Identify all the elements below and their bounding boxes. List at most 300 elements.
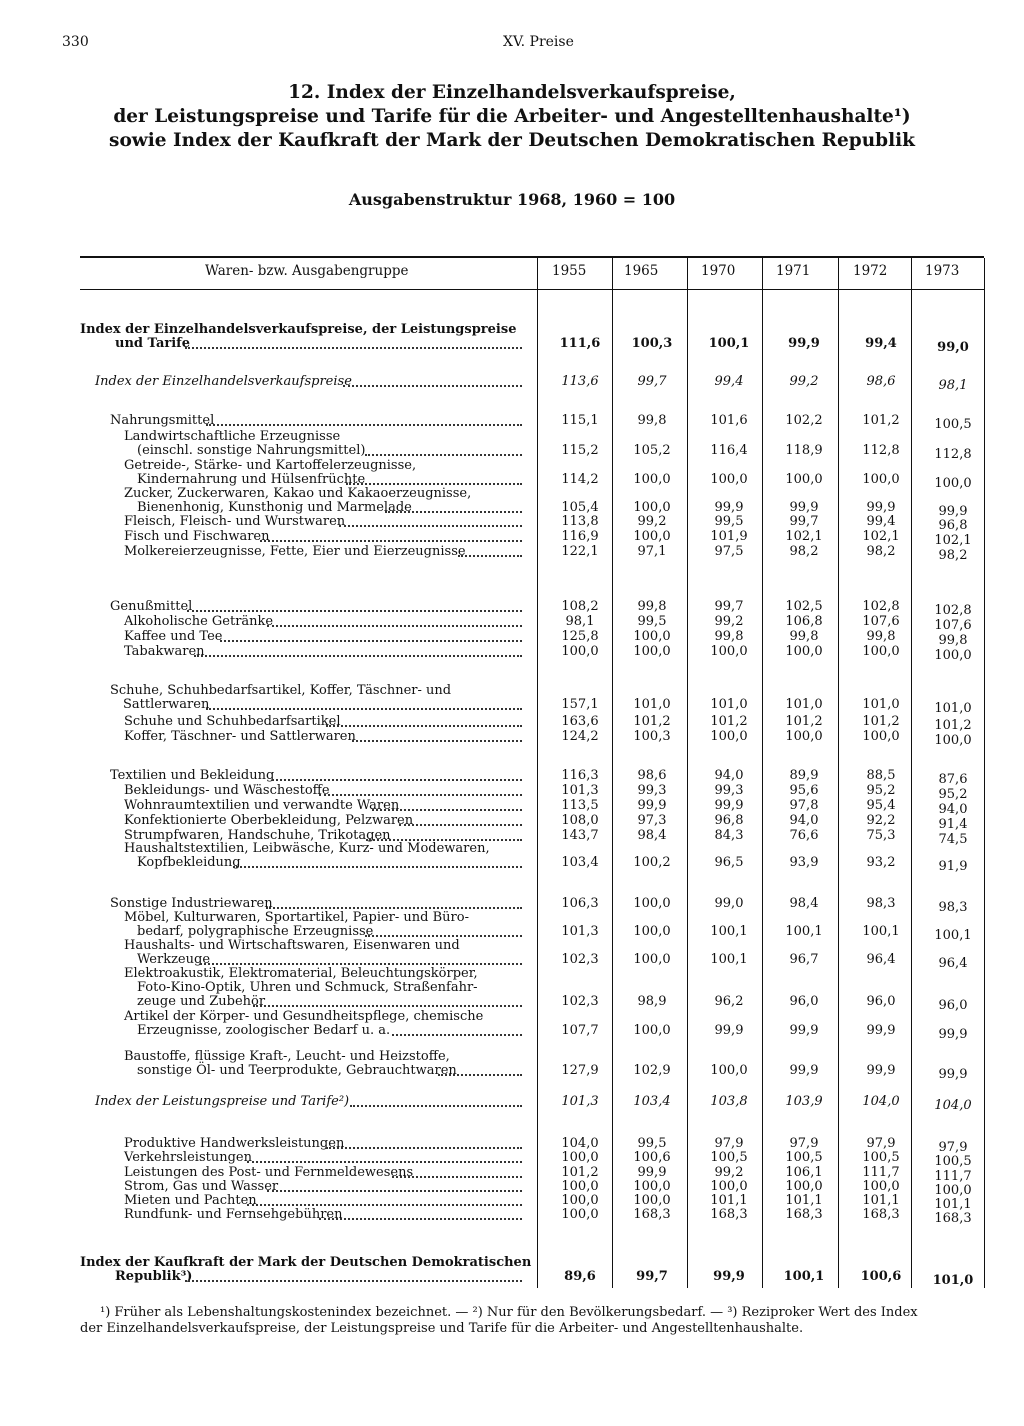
table-cell: 99,4 — [714, 374, 744, 389]
row-label: Index der Kaufkraft der Mark der Deutschen Demokratischen — [80, 1255, 532, 1270]
table-cell: 99,3 — [637, 783, 667, 798]
table-cell: 100,6 — [860, 1269, 902, 1284]
table-cell: 163,6 — [561, 714, 599, 729]
dot-leader — [194, 655, 522, 657]
table-cell: 98,6 — [866, 374, 896, 389]
table-cell: 100,0 — [561, 1207, 599, 1222]
table-cell: 100,0 — [633, 644, 671, 659]
row-label: Werkzeuge — [137, 952, 211, 967]
table-cell: 101,1 — [710, 1193, 748, 1208]
row-label: Nahrungsmittel — [110, 413, 215, 428]
table-cell: 100,0 — [633, 924, 671, 939]
table-cell: 99,5 — [714, 514, 744, 529]
table-cell: 97,5 — [714, 544, 744, 559]
row-label: und Tarife — [115, 336, 191, 351]
table-cell: 100,0 — [862, 729, 900, 744]
table-cell: 124,2 — [561, 729, 599, 744]
dot-leader — [185, 347, 522, 349]
table-cell: 99,4 — [865, 336, 897, 351]
table-cell: 103,8 — [710, 1094, 748, 1109]
table-cell: 100,0 — [633, 472, 671, 487]
table-cell: 115,1 — [561, 413, 599, 428]
table-cell: 97,9 — [714, 1136, 744, 1151]
row-label: Kindernahrung und Hülsenfrüchte — [137, 472, 366, 487]
table-cell: 96,4 — [938, 956, 968, 971]
table-cell: 97,1 — [637, 544, 667, 559]
table-cell: 102,1 — [934, 533, 972, 548]
table-cell: 100,0 — [710, 1179, 748, 1194]
table-cell: 100,2 — [633, 855, 671, 870]
table-cell: 113,6 — [561, 374, 599, 389]
table-cell: 99,9 — [938, 1027, 968, 1042]
column-header-year: 1973 — [925, 263, 960, 279]
table-cell: 92,2 — [866, 813, 896, 828]
row-label: Sonstige Industriewaren — [110, 896, 273, 911]
row-label: Foto-Kino-Optik, Uhren und Schmuck, Straßenfahr- — [137, 980, 478, 995]
table-title-line-3: sowie Index der Kaufkraft der Mark der Deutschen Demokratischen Republik — [109, 130, 915, 151]
table-cell: 104,0 — [561, 1136, 599, 1151]
table-cell: 98,4 — [789, 896, 819, 911]
column-header-group: Waren- bzw. Ausgabengruppe — [205, 263, 409, 279]
dot-leader — [350, 1105, 522, 1107]
table-cell: 114,2 — [561, 472, 599, 487]
table-cell: 100,0 — [633, 500, 671, 515]
dot-leader — [438, 1074, 522, 1076]
row-label: Mieten und Pachten — [124, 1193, 257, 1208]
dot-leader — [319, 794, 522, 796]
table-cell: 87,6 — [938, 772, 968, 787]
row-label: Republik³) — [115, 1269, 193, 1284]
row-label: Textilien und Bekleidung — [110, 768, 275, 783]
column-header-year: 1965 — [624, 263, 659, 279]
row-label: Leistungen des Post- und Fernmeldewesens — [124, 1165, 414, 1180]
table-cell: 100,0 — [561, 1150, 599, 1165]
row-label: Baustoffe, flüssige Kraft-, Leucht- und Heizstoffe, — [124, 1049, 450, 1064]
dot-leader — [266, 907, 522, 909]
row-label: Landwirtschaftliche Erzeugnisse — [124, 429, 341, 444]
table-cell: 100,0 — [934, 733, 972, 748]
table-cell: 103,4 — [633, 1094, 671, 1109]
dot-leader — [399, 824, 522, 826]
dot-leader — [267, 625, 522, 627]
table-cell: 100,3 — [631, 336, 673, 351]
table-cell: 102,3 — [561, 952, 599, 967]
table-cell: 100,3 — [633, 729, 671, 744]
table-cell: 116,3 — [561, 768, 599, 783]
table-cell: 99,9 — [713, 1269, 745, 1284]
page-number: 330 — [62, 34, 89, 50]
table-cell: 95,6 — [789, 783, 819, 798]
row-label: Fleisch, Fleisch- und Wurstwaren — [124, 514, 346, 529]
table-cell: 101,6 — [710, 413, 748, 428]
table-cell: 99,9 — [789, 1063, 819, 1078]
table-title-line-1: 12. Index der Einzelhandelsverkaufspreise, — [288, 82, 736, 103]
table-cell: 100,0 — [785, 1179, 823, 1194]
table-title-line-2: der Leistungspreise und Tarife für die Arbeiter- und Angestelltenhaushalte¹) — [113, 106, 911, 127]
table-cell: 95,4 — [866, 798, 896, 813]
table-cell: 74,5 — [938, 832, 968, 847]
row-label: Elektroakustik, Elektromaterial, Beleuchtungskörper, — [124, 966, 478, 981]
table-cell: 125,8 — [561, 629, 599, 644]
row-label: Bekleidungs- und Wäschestoffe — [124, 783, 330, 798]
row-label: Verkehrsleistungen — [124, 1150, 252, 1165]
table-cell: 99,5 — [637, 1136, 667, 1151]
table-cell: 101,0 — [932, 1273, 974, 1288]
table-cell: 100,0 — [633, 1193, 671, 1208]
table-cell: 100,5 — [934, 1154, 972, 1169]
table-cell: 100,0 — [710, 729, 748, 744]
table-cell: 99,0 — [714, 896, 744, 911]
row-label: Zucker, Zuckerwaren, Kakao und Kakaoerzeugnisse, — [124, 486, 472, 501]
row-label: Produktive Handwerksleistungen — [124, 1136, 345, 1151]
table-cell: 116,9 — [561, 529, 599, 544]
table-cell: 99,9 — [714, 798, 744, 813]
table-cell: 101,1 — [934, 1197, 972, 1212]
dot-leader — [326, 1147, 522, 1149]
table-cell: 99,7 — [789, 514, 819, 529]
table-cell: 97,9 — [866, 1136, 896, 1151]
table-cell: 99,8 — [637, 413, 667, 428]
table-cell: 93,9 — [789, 855, 819, 870]
row-label: Molkereierzeugnisse, Fette, Eier und Eierzeugnisse — [124, 544, 466, 559]
table-cell: 100,0 — [785, 472, 823, 487]
table-cell: 98,2 — [938, 548, 968, 563]
dot-leader — [365, 454, 522, 456]
table-cell: 100,1 — [710, 952, 748, 967]
table-cell: 112,8 — [862, 443, 900, 458]
row-label: Haushalts- und Wirtschaftswaren, Eisenwaren und — [124, 938, 460, 953]
table-cell: 103,4 — [561, 855, 599, 870]
table-cell: 99,7 — [714, 599, 744, 614]
table-cell: 115,2 — [561, 443, 599, 458]
table-cell: 105,4 — [561, 500, 599, 515]
table-cell: 99,9 — [866, 1023, 896, 1038]
table-subtitle: Ausgabenstruktur 1968, 1960 = 100 — [348, 190, 676, 209]
table-cell: 99,9 — [637, 798, 667, 813]
table-cell: 100,0 — [862, 472, 900, 487]
table-cell: 99,2 — [714, 614, 744, 629]
row-label: Rundfunk- und Fernsehgebühren — [124, 1207, 343, 1222]
table-cell: 97,9 — [789, 1136, 819, 1151]
table-cell: 168,3 — [934, 1211, 972, 1226]
table-cell: 96,5 — [714, 855, 744, 870]
dot-leader — [247, 1204, 522, 1206]
table-cell: 98,1 — [565, 614, 595, 629]
table-cell: 99,9 — [789, 1023, 819, 1038]
table-cell: 99,9 — [637, 1165, 667, 1180]
table-cell: 99,3 — [714, 783, 744, 798]
row-label: Koffer, Täschner- und Sattlerwaren — [124, 729, 356, 744]
table-cell: 100,1 — [710, 924, 748, 939]
table-cell: 98,3 — [938, 900, 968, 915]
dot-leader — [346, 483, 522, 485]
table-cell: 100,0 — [633, 1023, 671, 1038]
table-cell: 100,6 — [633, 1150, 671, 1165]
table-cell: 96,0 — [938, 998, 968, 1013]
table-cell: 100,0 — [561, 1179, 599, 1194]
table-cell: 100,0 — [633, 952, 671, 967]
table-cell: 97,3 — [637, 813, 667, 828]
table-cell: 98,9 — [637, 994, 667, 1009]
table-cell: 101,0 — [934, 701, 972, 716]
table-cell: 111,7 — [862, 1165, 900, 1180]
table-cell: 107,7 — [561, 1023, 599, 1038]
row-label: Sattlerwaren — [123, 697, 210, 712]
dot-leader — [253, 1005, 522, 1007]
table-cell: 98,3 — [866, 896, 896, 911]
table-cell: 100,0 — [633, 1179, 671, 1194]
footnote-line-1: ¹) Früher als Lebenshaltungskostenindex bezeichnet. — ²) Nur für den Bevölkerungsbedarf. — ³) Reziproker Wert des Index — [100, 1305, 918, 1320]
table-cell: 100,5 — [710, 1150, 748, 1165]
table-cell: 101,3 — [561, 924, 599, 939]
table-cell: 100,0 — [633, 629, 671, 644]
row-label: Index der Einzelhandelsverkaufspreise, der Leistungspreise — [80, 322, 517, 337]
table-cell: 94,0 — [714, 768, 744, 783]
row-label: Index der Leistungspreise und Tarife²) — [95, 1094, 350, 1109]
table-cell: 96,8 — [714, 813, 744, 828]
table-cell: 101,0 — [633, 697, 671, 712]
table-cell: 118,9 — [785, 443, 823, 458]
chapter-header: XV. Preise — [503, 34, 574, 50]
table-cell: 94,0 — [789, 813, 819, 828]
table-cell: 100,5 — [862, 1150, 900, 1165]
table-cell: 116,4 — [710, 443, 748, 458]
table-cell: 88,5 — [866, 768, 896, 783]
column-separator — [984, 258, 985, 1288]
table-cell: 100,0 — [710, 1063, 748, 1078]
table-cell: 104,0 — [934, 1098, 972, 1113]
table-cell: 99,4 — [866, 514, 896, 529]
dot-leader — [220, 640, 522, 642]
dot-leader — [385, 511, 522, 513]
column-separator — [537, 258, 538, 1288]
table-cell: 100,5 — [934, 417, 972, 432]
table-cell: 106,3 — [561, 896, 599, 911]
table-cell: 105,2 — [633, 443, 671, 458]
row-label: Index der Einzelhandelsverkaufspreise — [95, 374, 352, 389]
row-label: sonstige Öl- und Teerprodukte, Gebrauchtwaren — [137, 1063, 457, 1078]
table-cell: 91,9 — [938, 859, 968, 874]
table-cell: 99,7 — [636, 1269, 668, 1284]
table-cell: 102,1 — [785, 529, 823, 544]
table-cell: 99,9 — [866, 500, 896, 515]
table-cell: 102,8 — [862, 599, 900, 614]
table-cell: 102,1 — [862, 529, 900, 544]
table-cell: 101,2 — [561, 1165, 599, 1180]
table-cell: 100,0 — [934, 1183, 972, 1198]
column-header-year: 1970 — [701, 263, 736, 279]
table-cell: 96,2 — [714, 994, 744, 1009]
table-cell: 96,0 — [789, 994, 819, 1009]
table-cell: 102,2 — [785, 413, 823, 428]
row-label: Konfektionierte Oberbekleidung, Pelzwaren — [124, 813, 414, 828]
table-cell: 122,1 — [561, 544, 599, 559]
table-cell: 101,2 — [862, 413, 900, 428]
table-cell: 112,8 — [934, 447, 972, 462]
column-separator — [911, 258, 912, 1288]
table-cell: 100,1 — [934, 928, 972, 943]
table-cell: 96,4 — [866, 952, 896, 967]
table-cell: 106,8 — [785, 614, 823, 629]
table-cell: 101,2 — [633, 714, 671, 729]
table-cell: 99,9 — [789, 500, 819, 515]
column-header-year: 1971 — [776, 263, 811, 279]
column-separator — [762, 258, 763, 1288]
table-cell: 100,0 — [862, 644, 900, 659]
table-cell: 101,0 — [862, 697, 900, 712]
table-cell: 100,0 — [862, 1179, 900, 1194]
table-cell: 99,8 — [789, 629, 819, 644]
dot-leader — [319, 1218, 522, 1220]
dot-leader — [343, 385, 522, 387]
table-cell: 108,0 — [561, 813, 599, 828]
dot-leader — [233, 866, 522, 868]
table-cell: 103,9 — [785, 1094, 823, 1109]
dot-leader — [267, 1190, 522, 1192]
table-cell: 99,2 — [789, 374, 819, 389]
table-top-rule — [80, 256, 984, 258]
table-header-rule — [80, 289, 984, 290]
table-cell: 95,2 — [866, 783, 896, 798]
table-cell: 101,3 — [561, 783, 599, 798]
table-cell: 107,6 — [934, 618, 972, 633]
table-cell: 99,2 — [714, 1165, 744, 1180]
table-cell: 104,0 — [862, 1094, 900, 1109]
table-cell: 91,4 — [938, 817, 968, 832]
table-cell: 96,8 — [938, 518, 968, 533]
table-cell: 113,8 — [561, 514, 599, 529]
table-cell: 102,9 — [633, 1063, 671, 1078]
table-cell: 98,1 — [938, 378, 968, 393]
table-cell: 100,0 — [785, 729, 823, 744]
row-label: Strumpfwaren, Handschuhe, Trikotagen — [124, 828, 391, 843]
table-cell: 99,2 — [637, 514, 667, 529]
table-cell: 100,1 — [785, 924, 823, 939]
table-cell: 99,5 — [637, 614, 667, 629]
dot-leader — [200, 963, 522, 965]
table-cell: 100,5 — [785, 1150, 823, 1165]
dot-leader — [206, 708, 522, 710]
table-cell: 98,2 — [866, 544, 896, 559]
table-cell: 75,3 — [866, 828, 896, 843]
table-cell: 97,9 — [938, 1140, 968, 1155]
row-label: Schuhe und Schuhbedarfsartikel — [124, 714, 341, 729]
dot-leader — [260, 540, 522, 542]
table-cell: 100,0 — [785, 644, 823, 659]
table-cell: 101,2 — [862, 714, 900, 729]
column-separator — [838, 258, 839, 1288]
table-cell: 102,5 — [785, 599, 823, 614]
table-cell: 100,0 — [710, 472, 748, 487]
column-header-year: 1972 — [853, 263, 888, 279]
row-label: Fisch und Fischwaren — [124, 529, 270, 544]
table-cell: 101,2 — [710, 714, 748, 729]
table-cell: 168,3 — [862, 1207, 900, 1222]
table-cell: 168,3 — [633, 1207, 671, 1222]
row-label: (einschl. sonstige Nahrungsmittel) — [137, 443, 366, 458]
table-cell: 106,1 — [785, 1165, 823, 1180]
footnote-line-2: der Einzelhandelsverkaufspreise, der Leistungspreise und Tarife für die Arbeiter- und Angestelltenhaushalte. — [80, 1321, 804, 1336]
table-cell: 99,8 — [637, 599, 667, 614]
row-label: Kopfbekleidung — [137, 855, 241, 870]
dot-leader — [365, 935, 522, 937]
table-cell: 96,0 — [866, 994, 896, 1009]
dot-leader — [206, 424, 522, 426]
table-cell: 111,7 — [934, 1169, 972, 1184]
dot-leader — [187, 610, 522, 612]
row-label: bedarf, polygraphische Erzeugnisse — [137, 924, 374, 939]
table-cell: 157,1 — [561, 697, 599, 712]
table-cell: 98,2 — [789, 544, 819, 559]
table-cell: 99,8 — [938, 633, 968, 648]
table-cell: 101,2 — [785, 714, 823, 729]
row-label: Getreide-, Stärke- und Kartoffelerzeugnisse, — [124, 458, 417, 473]
row-label: Tabakwaren — [124, 644, 205, 659]
table-cell: 94,0 — [938, 802, 968, 817]
table-cell: 99,8 — [714, 629, 744, 644]
table-cell: 99,9 — [938, 504, 968, 519]
table-cell: 107,6 — [862, 614, 900, 629]
table-cell: 100,0 — [561, 1193, 599, 1208]
row-label: Strom, Gas und Wasser — [124, 1179, 279, 1194]
table-cell: 100,1 — [862, 924, 900, 939]
dot-leader — [392, 1034, 522, 1036]
table-cell: 99,8 — [866, 629, 896, 644]
table-cell: 99,9 — [866, 1063, 896, 1078]
table-cell: 89,9 — [789, 768, 819, 783]
dot-leader — [326, 725, 522, 727]
dot-leader — [247, 1161, 522, 1163]
table-cell: 100,0 — [934, 648, 972, 663]
dot-leader — [272, 779, 522, 781]
row-label: Haushaltstextilien, Leibwäsche, Kurz- und Modewaren, — [124, 841, 490, 856]
table-cell: 101,2 — [934, 718, 972, 733]
table-cell: 99,9 — [714, 1023, 744, 1038]
column-separator — [612, 258, 613, 1288]
table-cell: 99,9 — [938, 1067, 968, 1082]
table-cell: 100,0 — [561, 644, 599, 659]
row-label: Bienenhonig, Kunsthonig und Marmelade — [137, 500, 412, 515]
table-cell: 93,2 — [866, 855, 896, 870]
table-cell: 100,1 — [783, 1269, 825, 1284]
table-cell: 98,6 — [637, 768, 667, 783]
table-cell: 98,4 — [637, 828, 667, 843]
dot-leader — [392, 1176, 522, 1178]
table-cell: 84,3 — [714, 828, 744, 843]
column-separator — [687, 258, 688, 1288]
table-cell: 76,6 — [789, 828, 819, 843]
table-cell: 113,5 — [561, 798, 599, 813]
dot-leader — [185, 1280, 522, 1282]
table-cell: 127,9 — [561, 1063, 599, 1078]
table-cell: 111,6 — [559, 336, 601, 351]
table-cell: 100,0 — [633, 529, 671, 544]
table-cell: 100,0 — [710, 644, 748, 659]
table-cell: 168,3 — [785, 1207, 823, 1222]
table-cell: 97,8 — [789, 798, 819, 813]
row-label: Kaffee und Tee — [124, 629, 223, 644]
table-cell: 99,7 — [637, 374, 667, 389]
dot-leader — [352, 740, 522, 742]
column-header-year: 1955 — [552, 263, 587, 279]
dot-leader — [339, 525, 522, 527]
table-cell: 99,0 — [937, 340, 969, 355]
table-cell: 100,1 — [708, 336, 750, 351]
table-cell: 168,3 — [710, 1207, 748, 1222]
row-label: Artikel der Körper- und Gesundheitspflege, chemische — [124, 1009, 484, 1024]
row-label: Möbel, Kulturwaren, Sportartikel, Papier- und Büro- — [124, 910, 469, 925]
table-cell: 95,2 — [938, 787, 968, 802]
